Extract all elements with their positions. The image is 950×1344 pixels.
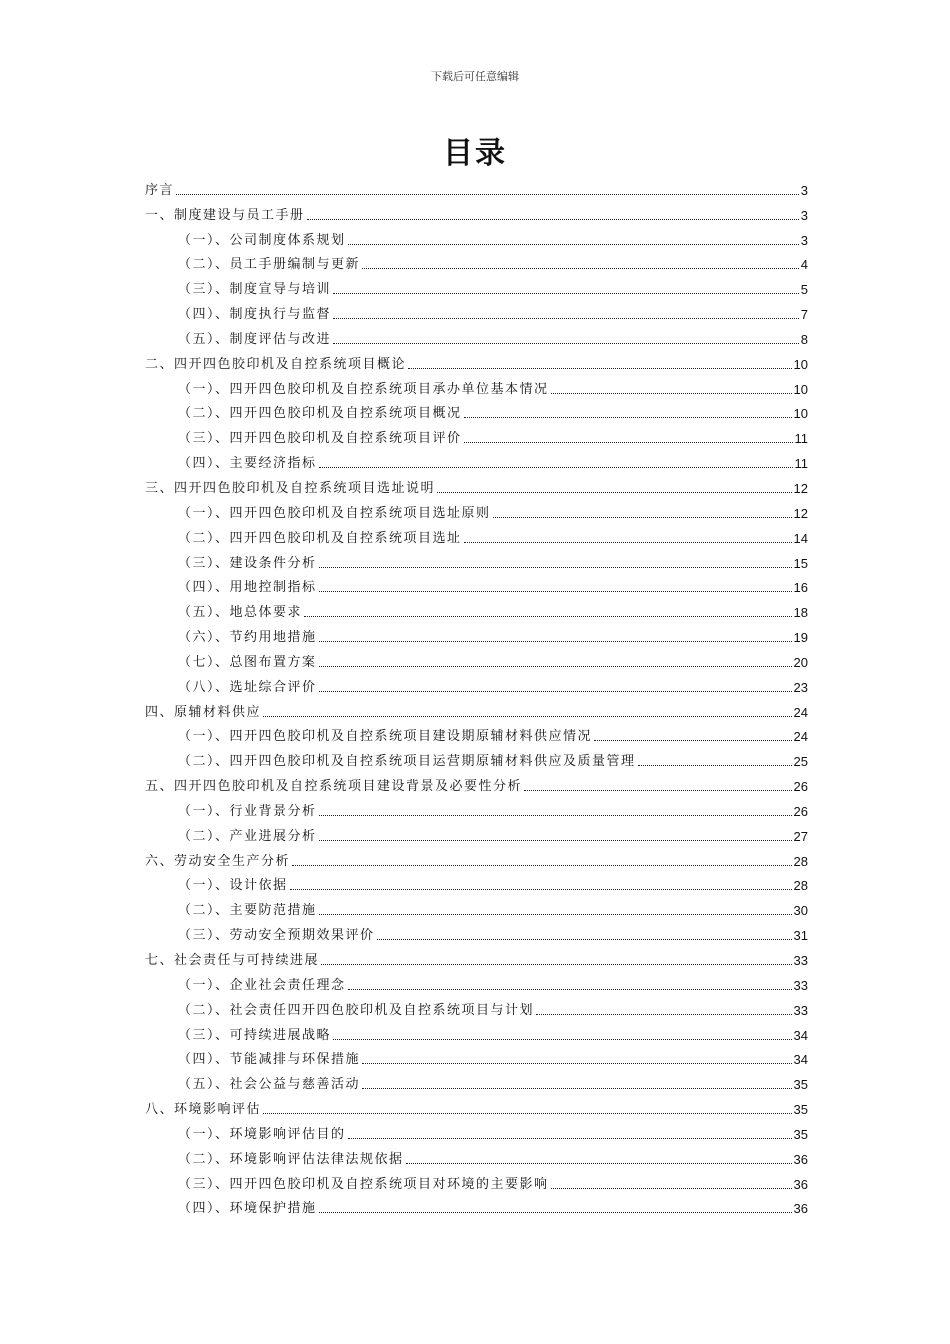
toc-dot-leader — [362, 1063, 792, 1064]
toc-entry[interactable] — [145, 696, 808, 721]
toc-entry[interactable] — [145, 447, 808, 472]
toc-page-number: 36 — [793, 1176, 808, 1192]
toc-entry-text: （二）、员工手册编制与更新 — [178, 257, 361, 273]
toc-page-number: 10 — [793, 381, 808, 397]
toc-entry[interactable] — [145, 1118, 808, 1143]
toc-entry[interactable] — [145, 1044, 808, 1069]
toc-entry[interactable] — [145, 820, 808, 845]
toc-entry[interactable] — [145, 671, 808, 696]
toc-page-number: 19 — [793, 630, 808, 646]
toc-entry[interactable] — [145, 273, 808, 298]
toc-entry-text: （七）、总图布置方案 — [178, 654, 317, 670]
toc-entry-text: （五）、社会公益与慈善活动 — [178, 1077, 361, 1093]
toc-dot-leader — [319, 815, 792, 816]
toc-entry-text: 序言 — [145, 182, 175, 198]
page-header-note: 下载后可任意编辑 — [431, 70, 519, 83]
toc-entry[interactable] — [145, 1193, 808, 1218]
toc-dot-leader — [319, 666, 792, 667]
toc-entry-text: （一）、四开四色胶印机及自控系统项目选址原则 — [178, 505, 491, 521]
toc-entry-text: 五、四开四色胶印机及自控系统项目建设背景及必要性分析 — [145, 779, 523, 795]
toc-entry[interactable] — [145, 621, 808, 646]
toc-page-number: 33 — [793, 977, 808, 993]
toc-entry-text: （一）、四开四色胶印机及自控系统项目建设期原辅材料供应情况 — [178, 729, 593, 745]
toc-dot-leader — [292, 865, 792, 866]
toc-entry[interactable] — [145, 522, 808, 547]
toc-entry[interactable] — [145, 1068, 808, 1093]
toc-dot-leader — [263, 1113, 792, 1114]
toc-entry[interactable] — [145, 994, 808, 1019]
toc-entry[interactable] — [145, 1093, 808, 1118]
toc-page-number: 35 — [793, 1102, 808, 1118]
toc-dot-leader — [333, 293, 799, 294]
toc-page-number: 12 — [793, 480, 808, 496]
toc-page-number: 36 — [793, 1201, 808, 1217]
toc-page-number: 33 — [793, 953, 808, 968]
toc-entry-text: （四）、用地控制指标 — [178, 580, 317, 596]
toc-entry-text: （三）、建设条件分析 — [178, 555, 317, 571]
toc-entry[interactable] — [145, 199, 808, 224]
toc-entry-text: （五）、制度评估与改进 — [178, 331, 332, 347]
toc-page-number: 5 — [800, 282, 808, 298]
toc-entry[interactable] — [145, 298, 808, 323]
toc-entry[interactable] — [145, 721, 808, 746]
toc-entry[interactable] — [145, 845, 808, 870]
toc-entry-text: （二）、社会责任四开四色胶印机及自控系统项目与计划 — [178, 1002, 535, 1018]
toc-entry[interactable] — [145, 1143, 808, 1168]
toc-page-number: 11 — [794, 456, 808, 472]
toc-page-number: 31 — [793, 928, 808, 944]
toc-entry[interactable] — [145, 969, 808, 994]
toc-entry-text: （五）、地总体要求 — [178, 605, 303, 621]
toc-entry-text: （二）、四开四色胶印机及自控系统项目选址 — [178, 530, 462, 546]
toc-entry-text: 三、四开四色胶印机及自控系统项目选址说明 — [145, 480, 436, 496]
toc-dot-leader — [536, 1014, 792, 1015]
toc-dot-leader — [362, 1088, 792, 1089]
toc-page-number: 11 — [794, 431, 808, 447]
toc-dot-leader — [638, 765, 792, 766]
toc-entry[interactable] — [145, 1168, 808, 1193]
toc-page-number: 3 — [800, 232, 808, 248]
toc-entry[interactable] — [145, 572, 808, 597]
toc-dot-leader — [333, 1039, 792, 1040]
toc-page-number: 23 — [793, 679, 808, 695]
toc-dot-leader — [263, 716, 792, 717]
toc-entry[interactable] — [145, 795, 808, 820]
toc-page-number: 24 — [793, 729, 808, 745]
toc-entry-text: 六、劳动安全生产分析 — [145, 853, 291, 869]
toc-dot-leader — [594, 740, 792, 741]
toc-dot-leader — [333, 318, 799, 319]
toc-page-number: 36 — [793, 1151, 808, 1167]
toc-page-number: 18 — [793, 605, 808, 621]
toc-page-number: 30 — [793, 903, 808, 919]
toc-dot-leader — [493, 517, 792, 518]
toc-dot-leader — [524, 790, 792, 791]
toc-entry-text: （三）、劳动安全预期效果评价 — [178, 928, 375, 944]
toc-page-number: 14 — [793, 530, 808, 546]
toc-dot-leader — [348, 989, 792, 990]
toc-entry[interactable] — [145, 497, 808, 522]
toc-entry[interactable] — [145, 870, 808, 895]
toc-entry-text: 一、制度建设与员工手册 — [145, 207, 305, 223]
toc-dot-leader — [321, 964, 792, 965]
toc-dot-leader — [307, 219, 799, 220]
toc-entry-text: 四、原辅材料供应 — [145, 704, 262, 720]
toc-dot-leader — [551, 1188, 792, 1189]
toc-entry-text: （二）、四开四色胶印机及自控系统项目概况 — [178, 406, 462, 422]
toc-entry-text: 二、四开四色胶印机及自控系统项目概论 — [145, 356, 407, 372]
toc-dot-leader — [319, 1212, 792, 1213]
toc-dot-leader — [464, 442, 793, 443]
toc-dot-leader — [348, 1138, 792, 1139]
toc-entry[interactable] — [145, 1019, 808, 1044]
toc-entry[interactable] — [145, 398, 808, 423]
toc-entry[interactable] — [145, 894, 808, 919]
toc-page-number: 12 — [793, 505, 808, 521]
toc-page-number: 33 — [793, 1002, 808, 1018]
toc-dot-leader — [319, 691, 792, 692]
toc-page-number: 28 — [793, 878, 808, 894]
toc-dot-leader — [319, 914, 792, 915]
toc-page-number: 4 — [800, 257, 808, 273]
toc-page-number: 20 — [793, 654, 808, 670]
toc-dot-leader — [290, 889, 792, 890]
toc-entry[interactable] — [145, 224, 808, 249]
toc-dot-leader — [176, 194, 799, 195]
toc-page-number: 35 — [793, 1077, 808, 1093]
toc-page-number: 26 — [793, 803, 808, 819]
toc-entry[interactable] — [145, 745, 808, 770]
toc-dot-leader — [464, 417, 792, 418]
toc-entry[interactable] — [145, 422, 808, 447]
toc-page-number: 7 — [800, 307, 808, 323]
toc-entry-text: （二）、四开四色胶印机及自控系统项目运营期原辅材料供应及质量管理 — [178, 754, 636, 770]
toc-entry[interactable] — [145, 472, 808, 497]
toc-entry-text: （四）、制度执行与监督 — [178, 307, 332, 323]
toc-dot-leader — [304, 616, 792, 617]
toc-entry[interactable] — [145, 646, 808, 671]
toc-dot-leader — [333, 343, 799, 344]
toc-entry-text: （一）、环境影响评估目的 — [178, 1126, 346, 1142]
toc-entry-text: （一）、四开四色胶印机及自控系统项目承办单位基本情况 — [178, 381, 549, 397]
toc-page-number: 24 — [793, 704, 808, 720]
toc-page-number: 10 — [793, 406, 808, 422]
toc-dot-leader — [319, 840, 792, 841]
toc-dot-leader — [319, 591, 792, 592]
toc-entry-text: （三）、四开四色胶印机及自控系统项目对环境的主要影响 — [178, 1176, 549, 1192]
toc-dot-leader — [319, 567, 792, 568]
toc-page-number: 35 — [793, 1126, 808, 1142]
toc-entry-text: 七、社会责任与可持续进展 — [145, 953, 320, 968]
toc-entry[interactable] — [145, 547, 808, 572]
toc-page-number: 8 — [800, 331, 808, 347]
toc-page-number: 26 — [793, 779, 808, 795]
toc-entry[interactable] — [145, 249, 808, 274]
toc-page-number: 34 — [793, 1027, 808, 1043]
toc-page-number: 16 — [793, 580, 808, 596]
toc-entry-text: （六）、节约用地措施 — [178, 630, 317, 646]
toc-dot-leader — [319, 641, 792, 642]
toc-page-number: 3 — [800, 182, 808, 198]
toc-entry-text: （三）、可持续进展战略 — [178, 1027, 332, 1043]
toc-page-number: 27 — [793, 828, 808, 844]
toc-entry[interactable] — [145, 174, 808, 199]
toc-entry-text: （一）、设计依据 — [178, 878, 288, 894]
toc-title: 目录 — [443, 136, 507, 171]
toc-entry-text: （八）、选址综合评价 — [178, 679, 317, 695]
toc-page-number: 28 — [793, 853, 808, 869]
toc-dot-leader — [406, 1163, 792, 1164]
toc-entry[interactable] — [145, 919, 808, 944]
toc-dot-leader — [551, 393, 792, 394]
toc-page-number: 10 — [793, 356, 808, 372]
toc-entry-text: （二）、主要防范措施 — [178, 903, 317, 919]
table-of-contents — [145, 174, 808, 1217]
toc-page-number: 34 — [793, 1052, 808, 1068]
toc-dot-leader — [377, 939, 792, 940]
toc-entry-text: （三）、四开四色胶印机及自控系统项目评价 — [178, 431, 462, 447]
toc-page-number: 25 — [793, 754, 808, 770]
toc-dot-leader — [348, 244, 799, 245]
toc-entry-text: （二）、环境影响评估法律法规依据 — [178, 1151, 404, 1167]
toc-entry[interactable] — [145, 944, 808, 969]
toc-dot-leader — [362, 268, 799, 269]
toc-page-number: 3 — [800, 207, 808, 223]
toc-entry[interactable] — [145, 770, 808, 795]
toc-entry-text: 八、环境影响评估 — [145, 1102, 262, 1118]
toc-entry-text: （四）、主要经济指标 — [178, 456, 317, 472]
toc-entry[interactable] — [145, 596, 808, 621]
toc-dot-leader — [464, 542, 792, 543]
toc-entry-text: （一）、企业社会责任理念 — [178, 977, 346, 993]
toc-entry-text: （二）、产业进展分析 — [178, 828, 317, 844]
toc-dot-leader — [408, 368, 792, 369]
toc-entry[interactable] — [145, 373, 808, 398]
toc-entry[interactable] — [145, 348, 808, 373]
toc-dot-leader — [319, 467, 793, 468]
toc-page-number: 15 — [793, 555, 808, 571]
toc-entry[interactable] — [145, 323, 808, 348]
toc-entry-text: （四）、环境保护措施 — [178, 1201, 317, 1217]
toc-entry-text: （一）、行业背景分析 — [178, 803, 317, 819]
toc-entry-text: （四）、节能减排与环保措施 — [178, 1052, 361, 1068]
toc-dot-leader — [437, 492, 792, 493]
toc-entry-text: （一）、公司制度体系规划 — [178, 232, 346, 248]
toc-entry-text: （三）、制度宣导与培训 — [178, 282, 332, 298]
